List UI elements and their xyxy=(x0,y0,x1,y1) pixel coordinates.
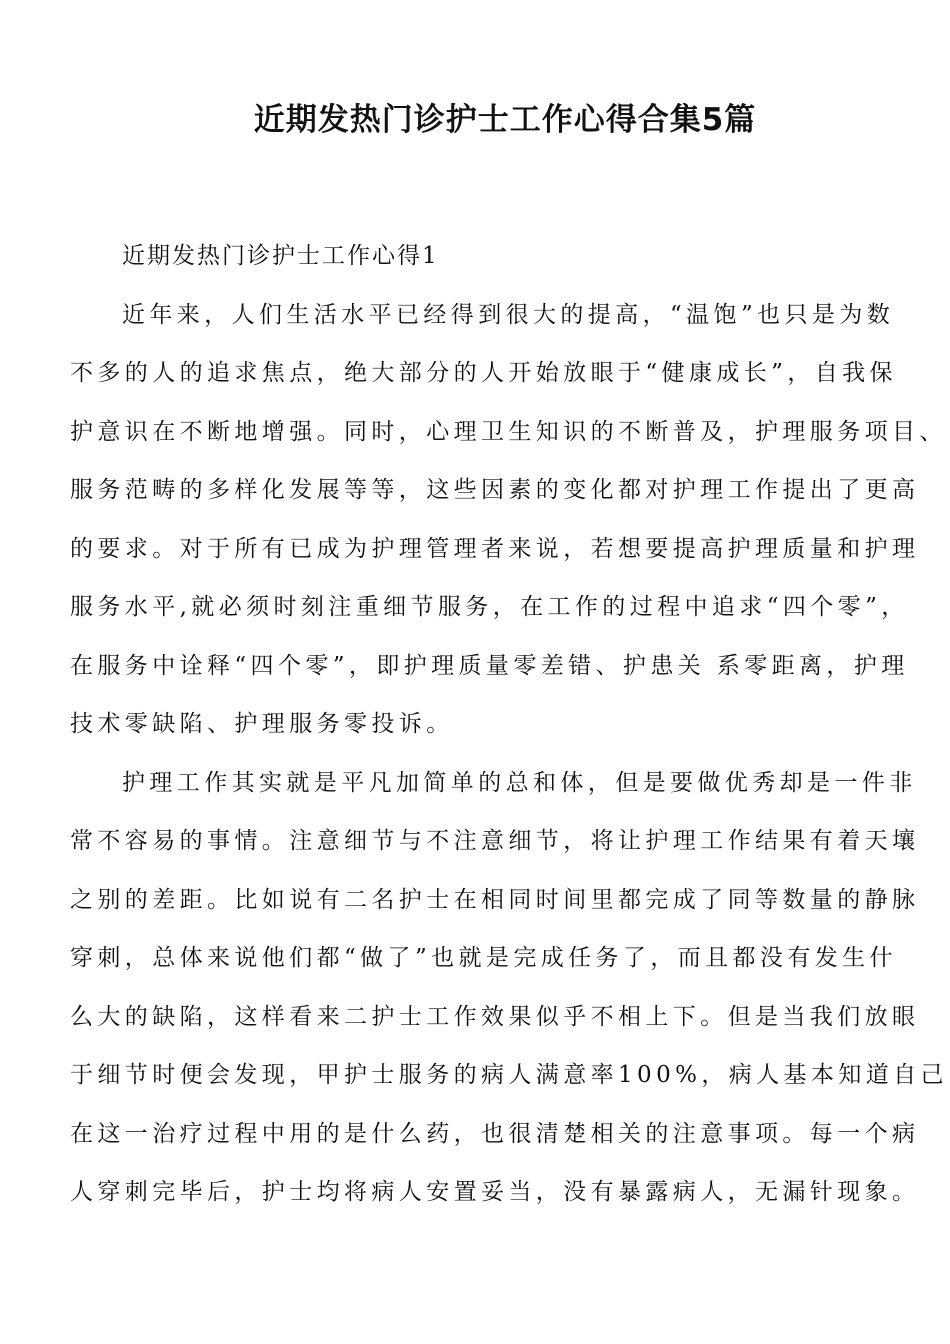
paragraph-line: 不多的人的追求焦点，绝大部分的人开始放眼于“健康成长”，自我保 xyxy=(70,360,897,386)
section-heading: 近期发热门诊护士工作心得1 xyxy=(122,243,439,269)
paragraph-line: 技术零缺陷、护理服务零投诉。 xyxy=(70,711,454,737)
paragraph-line: 之别的差距。比如说有二名护士在相同时间里都完成了同等数量的静脉 xyxy=(70,886,920,913)
paragraph-line: 服务水平,就必须时刻注重细节服务，在工作的过程中追求“四个零”， xyxy=(70,594,909,620)
paragraph-line: 在这一治疗过程中用的是什么药，也很清楚相关的注意事项。每一个病 xyxy=(70,1120,920,1147)
paragraph-line: 于细节时便会发现，甲护士服务的病人满意率100%，病人基本知道自己 xyxy=(70,1062,948,1088)
paragraph-2 xyxy=(70,754,948,1222)
paragraph-line: 么大的缺陷，这样看来二护士工作效果似乎不相上下。但是当我们放眼 xyxy=(70,1003,920,1030)
paragraph-line: 人穿刺完毕后，护士均将病人安置妥当，没有暴露病人，无漏针现象。 xyxy=(70,1179,920,1205)
paragraph-line: 护理工作其实就是平凡加简单的总和体，但是要做优秀却是一件非 xyxy=(122,769,917,796)
document-title: 近期发热门诊护士工作心得合集5篇 xyxy=(253,102,757,138)
paragraph-line: 近年来，人们生活水平已经得到很大的提高，“温饱”也只是为数 xyxy=(122,301,895,328)
paragraph-line: 的要求。对于所有已成为护理管理者来说，若想要提高护理质量和护理 xyxy=(70,535,920,562)
paragraph-1 xyxy=(70,286,947,754)
paragraph-line: 在服务中诠释“四个零”，即护理质量零差错、护患关 系零距离，护理 xyxy=(70,652,909,679)
paragraph-line: 穿刺，总体来说他们都“做了”也就是完成任务了，而且都没有发生什 xyxy=(70,945,897,971)
paragraph-line: 服务范畴的多样化发展等等，这些因素的变化都对护理工作提出了更高 xyxy=(70,477,920,503)
document-body xyxy=(70,227,948,1222)
paragraph-line: 护意识在不断地增强。同时，心理卫生知识的不断普及，护理服务项目、 xyxy=(70,418,947,445)
paragraph-line: 常不容易的事情。注意细节与不注意细节，将让护理工作结果有着天壤 xyxy=(70,828,920,854)
